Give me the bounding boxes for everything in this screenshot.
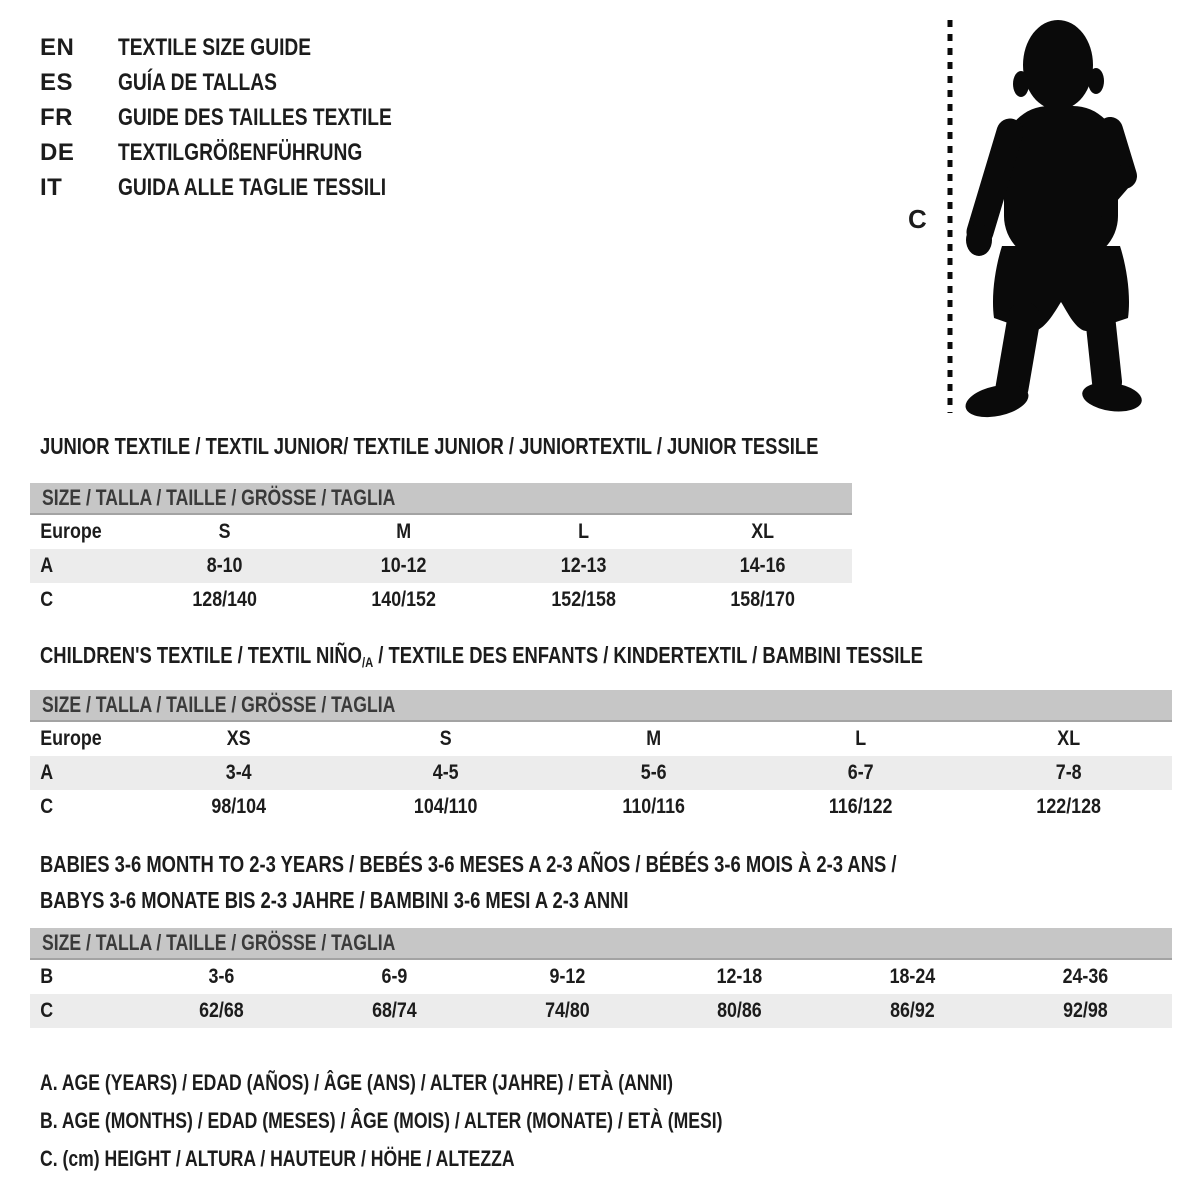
children-size-table — [30, 690, 1172, 824]
cell: 12-18 — [717, 965, 763, 988]
babies-size-table — [30, 928, 1172, 1028]
row-label: C — [40, 588, 54, 611]
children-title-suffix: / TEXTILE DES ENFANTS / KINDERTEXTIL / BAMBINI TESSILE — [373, 642, 923, 668]
language-row-de — [40, 135, 460, 170]
table-row-height — [30, 790, 1172, 824]
language-row-it — [40, 170, 460, 205]
size-header-bar — [30, 483, 852, 515]
language-row-es — [40, 65, 460, 100]
cell: L — [577, 520, 589, 543]
legend-line-c — [40, 1140, 893, 1178]
cell: L — [855, 727, 867, 750]
cell: XL — [750, 520, 774, 543]
babies-section-title — [40, 846, 1111, 918]
children-section-title — [40, 642, 1144, 669]
legend-line-c-text: C. (cm) HEIGHT / ALTURA / HAUTEUR / HÖHE / ALTEZZA — [40, 1146, 515, 1171]
row-label: A — [40, 554, 54, 577]
cell: 9-12 — [549, 965, 585, 988]
cell: 6-7 — [848, 761, 874, 784]
language-title-list — [40, 30, 460, 205]
cell: M — [396, 520, 412, 543]
language-code: DE — [40, 138, 75, 166]
row-label: A — [40, 761, 54, 784]
cell: 6-9 — [381, 965, 408, 988]
cell: 3-4 — [225, 761, 252, 784]
table-row-age-months — [30, 960, 1172, 994]
cell: 18-24 — [889, 965, 936, 988]
table-row-age — [30, 549, 852, 583]
cell: 152/158 — [550, 588, 616, 611]
cell: XL — [1056, 727, 1080, 750]
legend-line-a — [40, 1064, 893, 1102]
cell: 98/104 — [211, 795, 266, 818]
legend-line-a-text: A. AGE (YEARS) / EDAD (AÑOS) / ÂGE (ANS) / ALTER (JAHRE) / ETÀ (ANNI) — [40, 1070, 673, 1095]
guide-title-en: TEXTILE SIZE GUIDE — [118, 33, 312, 61]
table-row-age — [30, 756, 1172, 790]
size-header-text: SIZE / TALLA / TAILLE / GRÖSSE / TAGLIA — [42, 930, 396, 955]
cell: 74/80 — [544, 999, 590, 1022]
junior-size-table — [30, 483, 852, 617]
legend-line-b-text: B. AGE (MONTHS) / EDAD (MESES) / ÂGE (MOIS) / ALTER (MONATE) / ETÀ (MESI) — [40, 1108, 723, 1133]
cell: 10-12 — [381, 554, 427, 577]
language-row-fr — [40, 100, 460, 135]
cell: M — [646, 727, 661, 750]
cell: 3-6 — [208, 965, 235, 988]
cell: 122/128 — [1036, 795, 1101, 818]
cell: 68/74 — [371, 999, 417, 1022]
cell: 116/122 — [829, 795, 893, 818]
cell: 62/68 — [199, 999, 244, 1022]
babies-title-line1: BABIES 3-6 MONTH TO 2-3 YEARS / BEBÉS 3-6 MESES A 2-3 AÑOS / BÉBÉS 3-6 MOIS À 2-3 ANS / — [40, 851, 897, 877]
guide-title-es: GUÍA DE TALLAS — [118, 68, 277, 96]
cell: 4-5 — [433, 761, 460, 784]
size-header-text: SIZE / TALLA / TAILLE / GRÖSSE / TAGLIA — [42, 485, 396, 510]
guide-title-de: TEXTILGRÖßENFÜHRUNG — [118, 138, 363, 166]
size-header-bar — [30, 690, 1172, 722]
cell: 158/170 — [730, 588, 795, 611]
cell: S — [218, 520, 231, 543]
guide-title-fr: GUIDE DES TAILLES TEXTILE — [118, 103, 392, 131]
cell: 12-13 — [560, 554, 606, 577]
cell: 80/86 — [717, 999, 763, 1022]
junior-section-title-text: JUNIOR TEXTILE / TEXTIL JUNIOR/ TEXTILE JUNIOR / JUNIORTEXTIL / JUNIOR TESSILE — [40, 433, 819, 459]
row-label: C — [40, 999, 54, 1022]
language-code: FR — [40, 103, 73, 131]
cell: S — [440, 727, 453, 750]
table-row-europe — [30, 515, 852, 549]
children-title-prefix: CHILDREN'S TEXTILE / TEXTIL NIÑO — [40, 642, 362, 668]
legend — [40, 1064, 893, 1178]
language-row-en — [40, 30, 460, 65]
cell: 92/98 — [1063, 999, 1108, 1022]
cell: XS — [226, 727, 251, 750]
cell: 110/116 — [622, 795, 685, 818]
cell: 5-6 — [640, 761, 667, 784]
language-code: EN — [40, 33, 75, 61]
table-row-height — [30, 583, 852, 617]
row-label: C — [40, 795, 54, 818]
children-section-title-text — [40, 642, 923, 669]
cell: 104/110 — [414, 795, 478, 818]
cell: 128/140 — [192, 588, 257, 611]
language-code: IT — [40, 173, 63, 201]
row-label: Europe — [40, 520, 102, 543]
row-label: Europe — [40, 727, 102, 750]
cell: 8-10 — [206, 554, 243, 577]
guide-title-it: GUIDA ALLE TAGLIE TESSILI — [118, 173, 387, 201]
junior-section-title — [40, 433, 1013, 460]
cell: 86/92 — [890, 999, 936, 1022]
toddler-silhouette-icon — [940, 10, 1160, 420]
table-row-height — [30, 994, 1172, 1028]
cell: 24-36 — [1062, 965, 1109, 988]
cell: 14-16 — [739, 554, 786, 577]
size-header-text: SIZE / TALLA / TAILLE / GRÖSSE / TAGLIA — [42, 692, 396, 717]
language-code: ES — [40, 68, 74, 96]
legend-line-b — [40, 1102, 893, 1140]
children-title-subscript: /A — [361, 654, 374, 670]
row-label: B — [40, 965, 54, 988]
babies-title-line2: BABYS 3-6 MONATE BIS 2-3 JAHRE / BAMBINI 3-6 MESI A 2-3 ANNI — [40, 887, 629, 913]
table-row-europe — [30, 722, 1172, 756]
height-measure-label: C — [908, 204, 927, 234]
cell: 140/152 — [371, 588, 437, 611]
size-header-bar — [30, 928, 1172, 960]
cell: 7-8 — [1055, 761, 1082, 784]
